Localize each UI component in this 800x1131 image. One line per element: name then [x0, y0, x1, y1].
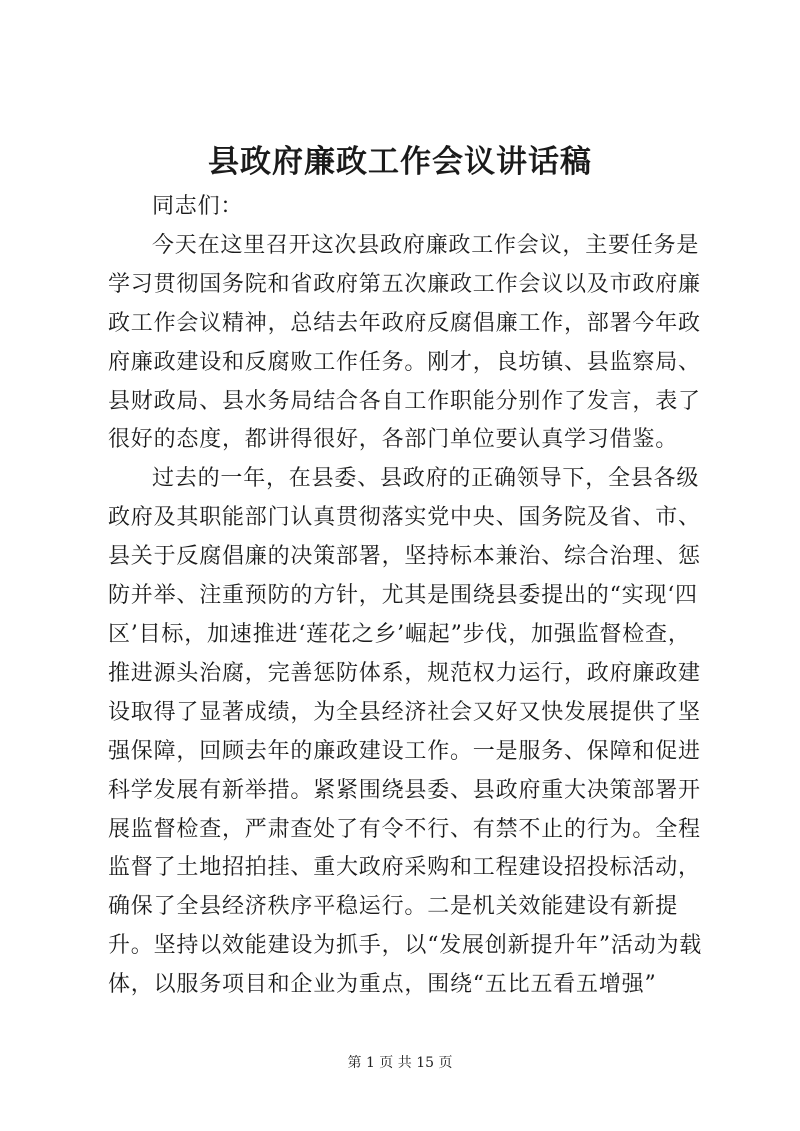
page-number-footer: 第 1 页 共 15 页 [347, 1055, 453, 1071]
salutation: 同志们： [152, 194, 244, 219]
document-body [108, 188, 708, 1005]
paragraph-1: 今天在这里召开这次县政府廉政工作会议，主要任务是学习贯彻国务院和省政府第五次廉政工作会议以及市政府廉政工作会议精神，总结去年政府反腐倡廉工作，部署今年政府廉政建设和反腐败工作任务。刚才，良坊镇、县监察局、县财政局、县水务局结合各自工作职能分别作了发言，表了很好的态度，都讲得很好，各部门单位要认真学习借鉴。 [108, 232, 701, 453]
document-title: 县政府廉政工作会议讲话稿 [208, 144, 592, 180]
paragraph-2: 过去的一年，在县委、县政府的正确领导下，全县各级政府及其职能部门认真贯彻落实党中央、国务院及省、市、县关于反腐倡廉的决策部署，坚持标本兼治、综合治理、惩防并举、注重预防的方针，尤其是围绕县委提出的“实现‘四区’目标，加速推进‘莲花之乡’崛起”步伐，加强监督检查，推进源头治腐，完善惩防体系，规范权力运行，政府廉政建设取得了显著成绩，为全县经济社会又好又快发展提供了坚强保障，回顾去年的廉政建设工作。一是服务、保障和促进科学发展有新举措。紧紧围绕县委、县政府重大决策部署开展监督检查，严肃查处了有令不行、有禁不止的行为。全程监督了土地招拍挂、重大政府采购和工程建设招投标活动，确保了全县经济秩序平稳运行。二是机关效能建设有新提升。坚持以效能建设为抓手，以“发展创新提升年”活动为载体，以服务项目和企业为重点，围绕“五比五看五增强” [108, 466, 703, 998]
